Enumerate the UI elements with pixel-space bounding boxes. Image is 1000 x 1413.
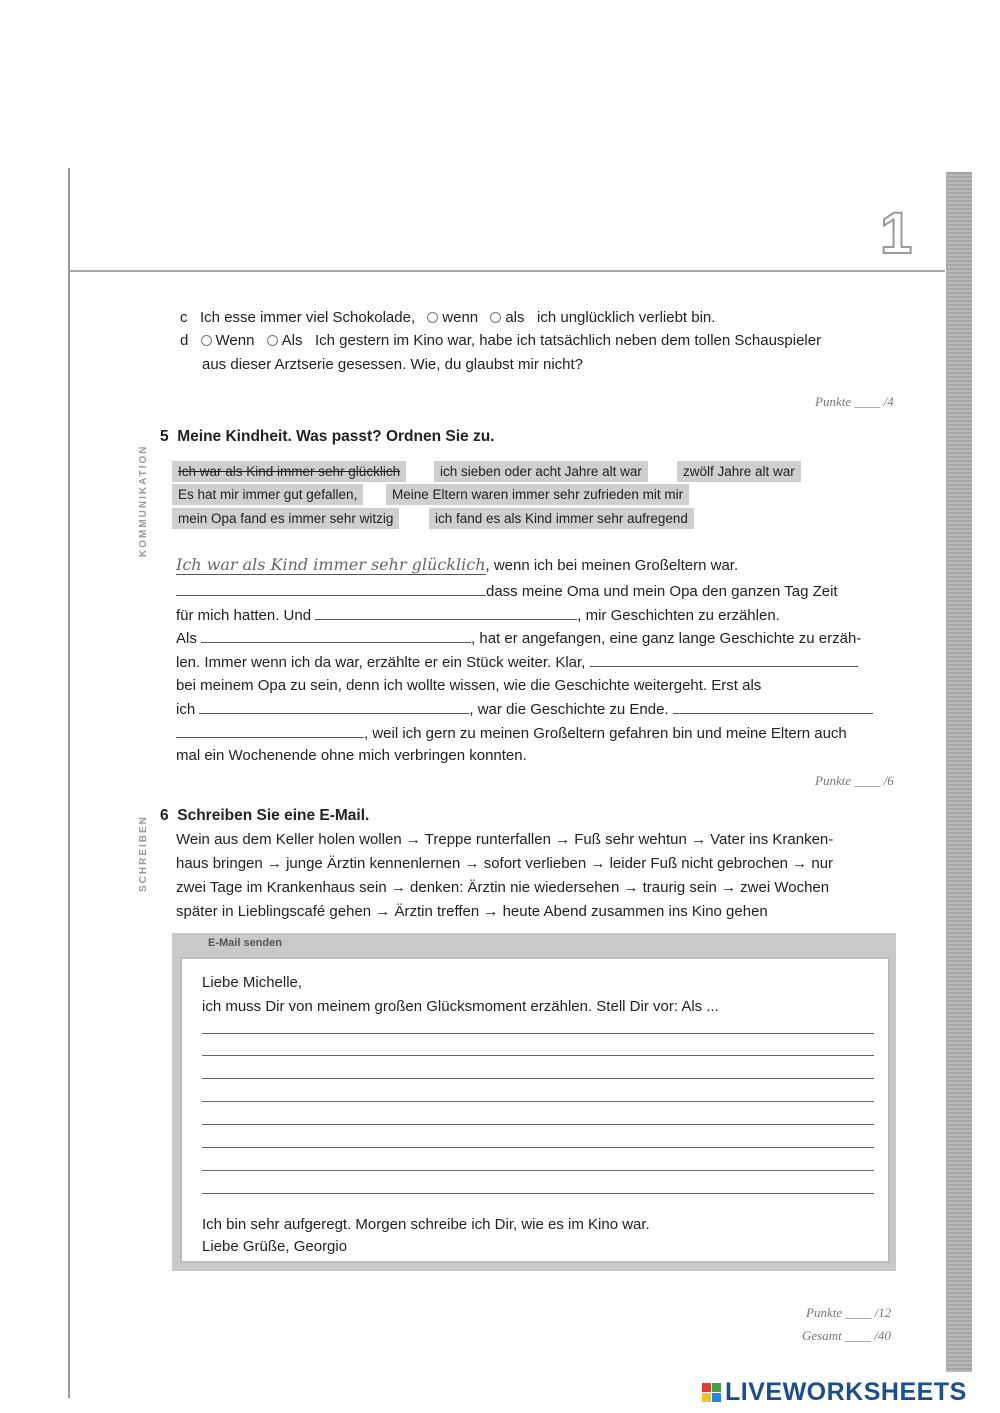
task6-prompt-1: Wein aus dem Keller holen wollen → Treppe runterfallen → Fuß sehr wehtun → Vater ins Kranken- xyxy=(176,831,834,848)
exercise-c-text-before: Ich esse immer viel Schokolade, xyxy=(200,309,416,326)
task5-line-5 xyxy=(176,652,858,673)
email-writing-line[interactable] xyxy=(202,1193,874,1194)
email-intro: ich muss Dir von meinem großen Glücksmoment erzählen. Stell Dir vor: Als ... xyxy=(202,998,719,1015)
task5-line-6: bei meinem Opa zu sein, denn ich wollte wissen, wie die Geschichte weitergeht. Erst als xyxy=(176,677,762,694)
task5-title: Meine Kindheit. Was passt? Ordnen Sie zu. xyxy=(177,428,495,445)
email-greeting: Liebe Michelle, xyxy=(202,974,303,991)
email-title-bar xyxy=(172,933,896,955)
score-6: Punkte ____ /6 xyxy=(815,773,894,788)
text-l1: , wenn ich bei meinen Großeltern war. xyxy=(485,557,739,574)
email-window xyxy=(172,933,896,1271)
email-send-label[interactable]: E-Mail senden xyxy=(208,937,282,949)
task6-number: 6 xyxy=(160,807,169,824)
task5-line-3 xyxy=(176,605,780,626)
radio-wenn[interactable] xyxy=(427,312,438,323)
email-writing-line[interactable] xyxy=(202,1147,874,1148)
chip-phrase-6[interactable]: mein Opa fand es immer sehr witzig xyxy=(172,508,399,529)
blank-7b[interactable] xyxy=(673,699,873,714)
chip-phrase-1[interactable]: Ich war als Kind immer sehr glücklich xyxy=(172,461,406,482)
task5-line-4 xyxy=(176,628,861,649)
text-l5: len. Immer wenn ich da war, erzählte er ein Stück weiter. Klar, xyxy=(176,654,586,671)
logo-text: LIVEWORKSHEETS xyxy=(725,1377,967,1406)
score-12: Punkte ____ /12 xyxy=(806,1305,892,1320)
task6-title: Schreiben Sie eine E-Mail. xyxy=(177,807,370,824)
blank-7a[interactable] xyxy=(199,699,469,714)
chip-phrase-5[interactable]: Meine Eltern waren immer sehr zufrieden mit mir xyxy=(386,484,689,505)
email-writing-line[interactable] xyxy=(202,1033,874,1034)
blank-4[interactable] xyxy=(201,628,471,643)
text-l3-before: für mich hatten. Und xyxy=(176,607,312,624)
chapter-number: 1 xyxy=(880,201,913,266)
score-total: Gesamt ____ /40 xyxy=(802,1328,891,1343)
text-l8: , weil ich gern zu meinen Großeltern gefahren bin und meine Eltern auch xyxy=(364,725,847,742)
header-rule xyxy=(70,270,945,272)
section-label-schreiben: SCHREIBEN xyxy=(138,815,149,892)
text-l3-after: , mir Geschichten zu erzählen. xyxy=(577,607,780,624)
task6-heading xyxy=(160,807,369,825)
page-side-band xyxy=(946,172,972,1372)
exercise-d-line1: Ich gestern im Kino war, habe ich tatsächlich neben dem tollen Schauspieler xyxy=(314,332,822,349)
logo-cubes-icon xyxy=(702,1383,721,1402)
page-edge xyxy=(68,168,70,1398)
exercise-d-letter: d xyxy=(180,332,189,349)
task6-prompt-3: zwei Tage im Krankenhaus sein → denken: Ärztin nie wiedersehen → traurig sein → zwei Wochen xyxy=(176,879,830,896)
task5-number: 5 xyxy=(160,428,169,445)
email-writing-line[interactable] xyxy=(202,1055,874,1056)
radio-wenn-d[interactable] xyxy=(201,335,212,346)
exercise-c-text-after: ich unglücklich verliebt bin. xyxy=(537,309,716,326)
task5-line-2 xyxy=(176,581,838,602)
task5-line-1 xyxy=(176,555,738,576)
task5-heading xyxy=(160,428,494,446)
score-4: Punkte ____ /4 xyxy=(815,394,894,409)
email-body xyxy=(180,957,890,1263)
task6-prompt-4: später in Lieblingscafé gehen → Ärztin treffen → heute Abend zusammen ins Kino gehen xyxy=(176,903,768,920)
chip-phrase-2[interactable]: ich sieben oder acht Jahre alt war xyxy=(434,461,648,482)
text-l2: dass meine Oma und mein Opa den ganzen Tag Zeit xyxy=(486,583,838,600)
blank-5[interactable] xyxy=(590,652,858,667)
radio-als-d[interactable] xyxy=(267,335,278,346)
exercise-c xyxy=(180,308,715,328)
answer-handwritten: Ich war als Kind immer sehr glücklich xyxy=(176,555,486,574)
text-l4-before: Als xyxy=(176,630,197,647)
chip-phrase-4[interactable]: Es hat mir immer gut gefallen, xyxy=(172,484,363,505)
chip-phrase-3[interactable]: zwölf Jahre alt war xyxy=(677,461,801,482)
text-l4-after: , hat er angefangen, eine ganz lange Geschichte zu erzäh- xyxy=(471,630,862,647)
section-label-kommunikation: KOMMUNIKATION xyxy=(138,444,149,557)
email-writing-line[interactable] xyxy=(202,1124,874,1125)
exercise-c-letter: c xyxy=(180,309,188,326)
radio-als-d-label: Als xyxy=(281,332,303,349)
radio-als[interactable] xyxy=(490,312,501,323)
exercise-d-line2: aus dieser Arztserie gesessen. Wie, du glaubst mir nicht? xyxy=(202,356,584,373)
blank-3[interactable] xyxy=(315,605,577,620)
task5-line-9: mal ein Wochenende ohne mich verbringen konnten. xyxy=(176,747,527,764)
email-closing-1: Ich bin sehr aufgeregt. Morgen schreibe ich Dir, wie es im Kino war. xyxy=(202,1216,650,1233)
email-writing-line[interactable] xyxy=(202,1078,874,1079)
liveworksheets-logo xyxy=(702,1376,967,1408)
blank-2[interactable] xyxy=(176,581,486,596)
exercise-d xyxy=(180,331,821,351)
radio-wenn-label: wenn xyxy=(442,309,479,326)
blank-8[interactable] xyxy=(176,723,364,738)
chip-phrase-7[interactable]: ich fand es als Kind immer sehr aufregend xyxy=(429,508,694,529)
text-l7-before: ich xyxy=(176,701,196,718)
email-writing-line[interactable] xyxy=(202,1101,874,1102)
task5-line-7 xyxy=(176,699,873,720)
email-closing-2: Liebe Grüße, Georgio xyxy=(202,1238,348,1255)
task6-prompt-2: haus bringen → junge Ärztin kennenlernen → sofort verlieben → leider Fuß nicht gebrochen → nur xyxy=(176,855,834,872)
radio-wenn-d-label: Wenn xyxy=(215,332,255,349)
task5-line-8 xyxy=(176,723,847,744)
text-l7-after: , war die Geschichte zu Ende. xyxy=(469,701,669,718)
email-writing-line[interactable] xyxy=(202,1170,874,1171)
radio-als-label: als xyxy=(505,309,525,326)
